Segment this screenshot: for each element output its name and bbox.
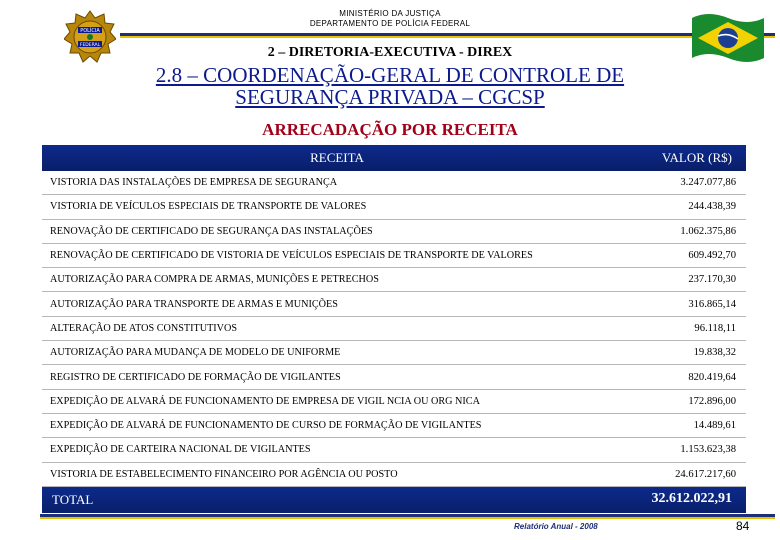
table-total-row: [42, 487, 746, 513]
row-label: VISTORIA DE VEÍCULOS ESPECIAIS DE TRANSPORTE DE VALORES: [50, 201, 367, 213]
table-row: [42, 268, 746, 292]
directorate-heading: 2 – DIRETORIA-EXECUTIVA - DIREX: [267, 45, 513, 60]
table-row: [42, 390, 746, 414]
row-label: RENOVAÇÃO DE CERTIFICADO DE VISTORIA DE VEÍCULOS ESPECIAIS DE TRANSPORTE DE VALORES: [50, 250, 533, 262]
section-title: ARRECADAÇÃO POR RECEITA: [262, 120, 518, 139]
table-row: [42, 463, 746, 487]
row-value: 244.438,39: [688, 201, 736, 213]
total-label: TOTAL: [52, 491, 94, 507]
row-label: REGISTRO DE CERTIFICADO DE FORMAÇÃO DE VIGILANTES: [50, 371, 341, 383]
coordination-line-2: SEGURANÇA PRIVADA – CGCSP: [235, 85, 545, 109]
table-row: [42, 244, 746, 268]
row-label: EXPEDIÇÃO DE ALVARÁ DE FUNCIONAMENTO DE CURSO DE FORMAÇÃO DE VIGILANTES: [50, 420, 482, 432]
header-rule-accent: [120, 36, 775, 38]
row-label: AUTORIZAÇÃO PARA MUDANÇA DE MODELO DE UNIFORME: [50, 347, 341, 359]
row-label: VISTORIA DE ESTABELECIMENTO FINANCEIRO POR AGÊNCIA OU POSTO: [50, 468, 398, 480]
row-label: VISTORIA DAS INSTALAÇÕES DE EMPRESA DE SEGURANÇA: [50, 177, 338, 189]
column-header-receita: RECEITA: [310, 150, 364, 165]
table-header: [42, 145, 746, 171]
row-value: 1.062.375,86: [680, 225, 736, 237]
table-row: [42, 292, 746, 316]
row-label: AUTORIZAÇÃO PARA TRANSPORTE DE ARMAS E MUNIÇÕES: [50, 298, 338, 310]
revenue-table: [42, 145, 746, 513]
row-label: AUTORIZAÇÃO PARA COMPRA DE ARMAS, MUNIÇÕES E PETRECHOS: [50, 274, 379, 286]
row-value: 820.419,64: [688, 371, 736, 383]
coordination-line-1: 2.8 – COORDENAÇÃO-GERAL DE CONTROLE DE: [155, 63, 625, 87]
row-value: 1.153.623,38: [680, 444, 736, 456]
ministry-header: [0, 9, 780, 29]
table-row: [42, 414, 746, 438]
svg-text:POLÍCIA: POLÍCIA: [80, 28, 100, 34]
table-row: [42, 171, 746, 195]
row-value: 14.489,61: [693, 420, 736, 432]
row-value: 609.492,70: [688, 250, 736, 262]
row-value: 96.118,11: [694, 322, 736, 334]
table-row: [42, 220, 746, 244]
row-label: ALTERAÇÃO DE ATOS CONSTITUTIVOS: [50, 322, 238, 334]
svg-text:FEDERAL: FEDERAL: [79, 43, 101, 48]
row-label: EXPEDIÇÃO DE ALVARÁ DE FUNCIONAMENTO DE EMPRESA DE VIGIL NCIA OU ORG NICA: [50, 395, 480, 407]
table-row: [42, 438, 746, 462]
footer-rule-accent: [40, 517, 775, 519]
table-row: [42, 195, 746, 219]
row-value: 316.865,14: [688, 298, 736, 310]
row-value: 172.896,00: [688, 395, 736, 407]
ministry-name: MINISTÉRIO DA JUSTIÇA: [339, 9, 441, 18]
coordination-heading: [0, 64, 780, 108]
row-label: RENOVAÇÃO DE CERTIFICADO DE SEGURANÇA DAS INSTALAÇÕES: [50, 225, 373, 237]
table-row: [42, 317, 746, 341]
department-name: DEPARTAMENTO DE POLÍCIA FEDERAL: [309, 19, 471, 28]
table-body: [42, 171, 746, 487]
row-value: 237.170,30: [688, 274, 736, 286]
table-row: [42, 341, 746, 365]
row-value: 19.838,32: [693, 347, 736, 359]
row-value: 24.617.217,60: [675, 468, 736, 480]
column-header-valor: VALOR (R$): [661, 150, 732, 165]
page-number: 84: [736, 519, 750, 533]
row-value: 3.247.077,86: [680, 177, 736, 189]
row-label: EXPEDIÇÃO DE CARTEIRA NACIONAL DE VIGILANTES: [50, 444, 311, 456]
total-value: 32.612.022,91: [651, 490, 732, 506]
table-row: [42, 365, 746, 389]
report-footer: Relatório Anual - 2008: [514, 522, 598, 531]
